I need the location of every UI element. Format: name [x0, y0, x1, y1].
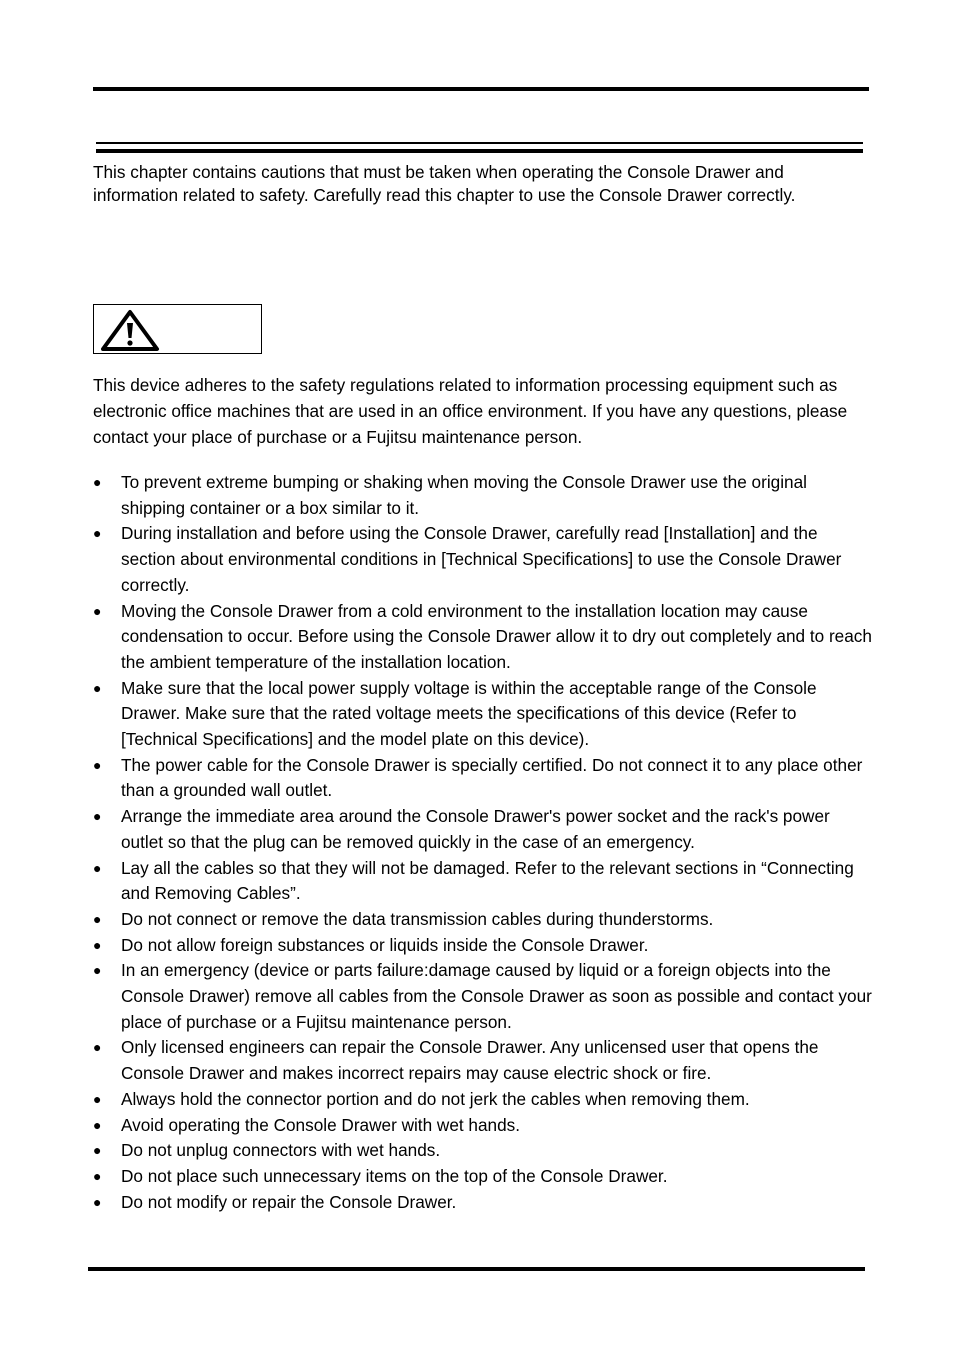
- intro-paragraph: This chapter contains cautions that must be taken when operating the Console Drawer and information related to safety. Carefully read this chapter to use the Console Drawer correctly.: [93, 162, 796, 205]
- bullet-icon: ●: [93, 1193, 102, 1210]
- warning-triangle-icon: [100, 309, 160, 351]
- list-item: [93, 1164, 873, 1190]
- list-item: [93, 1087, 873, 1113]
- list-item-text: Moving the Console Drawer from a cold environment to the installation location may cause condensation to occur. Before using the Console Drawer allow it to dry out completely and to reach the ambient temperature of the installation location.: [121, 600, 872, 672]
- list-item-text: Avoid operating the Console Drawer with wet hands.: [121, 1114, 521, 1135]
- header-rule: [93, 87, 869, 91]
- bullet-icon: ●: [93, 602, 102, 619]
- list-item-text: Arrange the immediate area around the Console Drawer's power socket and the rack's power outlet so that the plug can be removed quickly in the case of an emergency.: [121, 806, 830, 852]
- bullet-icon: ●: [93, 679, 102, 696]
- safety-paragraph: This device adheres to the safety regulations related to information processing equipment such as electronic office machines that are used in an office environment. If you have any questions, please contact your place of purchase or a Fujitsu maintenance person.: [93, 375, 848, 447]
- list-item-text: Always hold the connector portion and do not jerk the cables when removing them.: [121, 1088, 750, 1109]
- section-rule-thin: [96, 142, 863, 144]
- list-item: [93, 856, 873, 907]
- list-item: [93, 1190, 873, 1216]
- list-item: [93, 521, 873, 598]
- bullet-icon: ●: [93, 910, 102, 927]
- list-item: [93, 753, 873, 804]
- list-item: [93, 1138, 873, 1164]
- list-item: [93, 933, 873, 959]
- list-item-text: Lay all the cables so that they will not be damaged. Refer to the relevant sections in “Connecting and Removing Cables”.: [121, 857, 854, 904]
- list-item: [93, 958, 873, 1035]
- bullet-icon: ●: [93, 808, 102, 825]
- list-item-text: In an emergency (device or parts failure:damage caused by liquid or a foreign objects into the Console Drawer) remove all cables from the Console Drawer as soon as possible and contact your place of purchase or a Fujitsu maintenance person.: [121, 960, 872, 1032]
- list-item-text: To prevent extreme bumping or shaking when moving the Console Drawer use the original shipping container or a box similar to it.: [121, 472, 807, 518]
- list-item-text: Do not modify or repair the Console Drawer.: [121, 1191, 457, 1212]
- bullet-icon: ●: [93, 525, 102, 542]
- list-item: [93, 1113, 873, 1139]
- list-item-text: Do not connect or remove the data transmission cables during thunderstorms.: [121, 908, 714, 929]
- bullet-icon: ●: [93, 962, 102, 979]
- warning-label-box: [93, 304, 262, 354]
- list-item: [93, 804, 873, 855]
- list-item-text: During installation and before using the Console Drawer, carefully read [Installation] and the section about environmental conditions in [Technical Specifications] to use the Console Drawer correctly.: [121, 523, 842, 595]
- bullet-icon: ●: [93, 756, 102, 773]
- list-item-text: The power cable for the Console Drawer is specially certified. Do not connect it to any place other than a grounded wall outlet.: [121, 754, 863, 801]
- list-item-text: Only licensed engineers can repair the Console Drawer. Any unlicensed user that opens the Console Drawer and makes incorrect repairs may cause electric shock or fire.: [121, 1037, 819, 1084]
- bullet-icon: ●: [93, 474, 102, 490]
- bullet-icon: ●: [93, 1090, 102, 1107]
- bullet-icon: ●: [93, 1142, 102, 1159]
- list-item: [93, 1035, 873, 1086]
- list-item-text: Make sure that the local power supply voltage is within the acceptable range of the Console Drawer. Make sure that the rated voltage meets the specifications of this device (Refer to [Technical Specifications] and the model plate on this device).: [121, 677, 817, 750]
- bullet-icon: ●: [93, 859, 102, 876]
- list-item: [93, 599, 873, 676]
- list-item: [93, 907, 873, 933]
- list-item: [93, 470, 873, 521]
- bullet-icon: ●: [93, 936, 102, 953]
- bullet-icon: ●: [93, 1039, 102, 1056]
- list-item: [93, 676, 873, 753]
- footer-rule: [88, 1267, 865, 1271]
- list-item-text: Do not allow foreign substances or liquids inside the Console Drawer.: [121, 934, 649, 955]
- bullet-icon: ●: [93, 1167, 102, 1184]
- list-item-text: Do not unplug connectors with wet hands.: [121, 1140, 441, 1161]
- bullet-icon: ●: [93, 1116, 102, 1133]
- list-item-text: Do not place such unnecessary items on the top of the Console Drawer.: [121, 1165, 668, 1186]
- safety-list: [93, 470, 873, 1215]
- section-rule-thick: [96, 149, 863, 153]
